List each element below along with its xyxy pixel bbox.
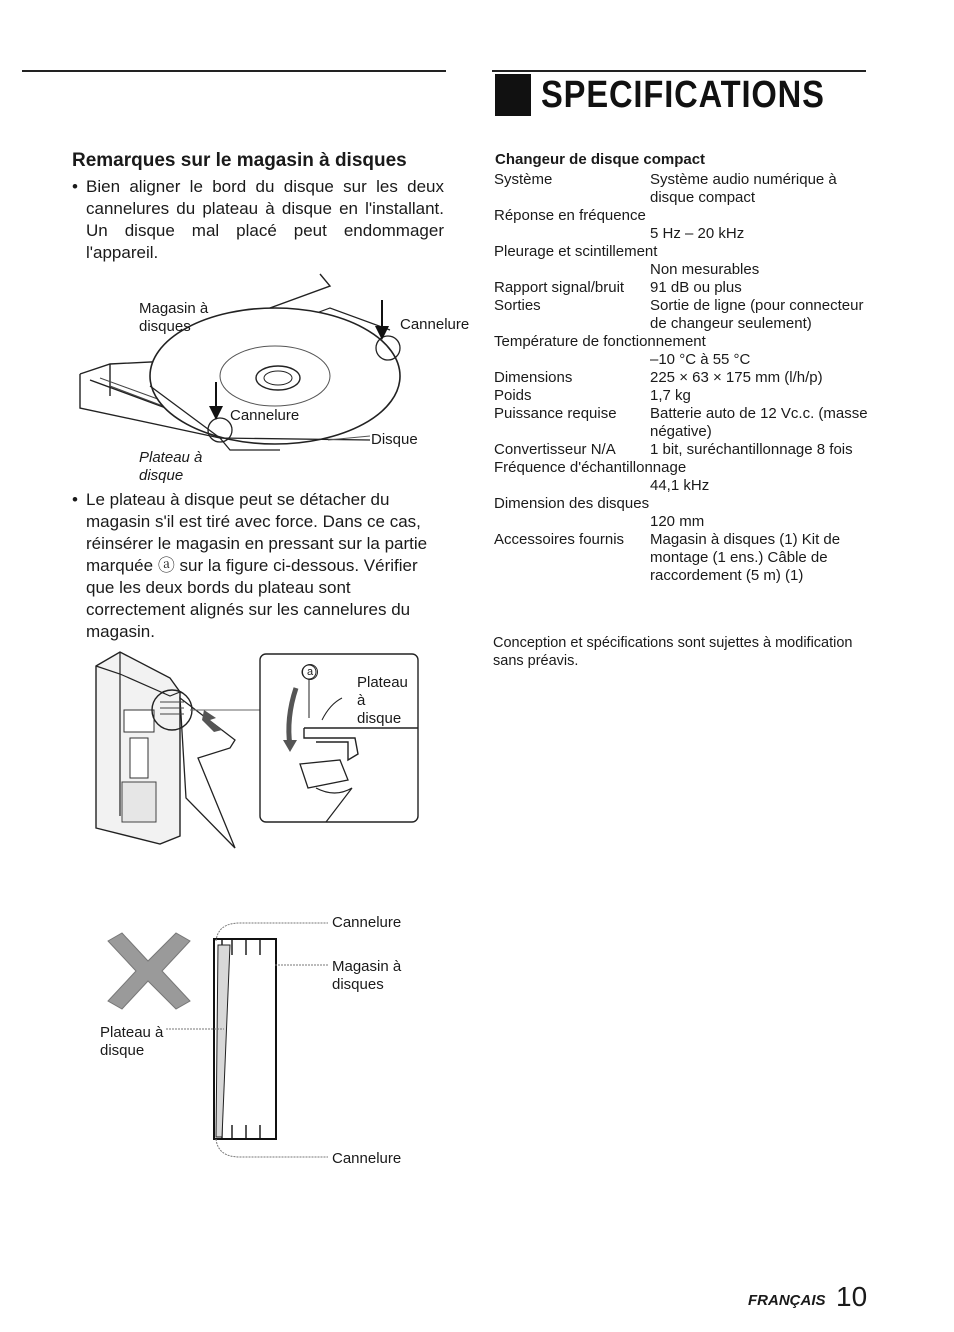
spec-heading: Changeur de disque compact bbox=[495, 151, 706, 168]
section-marker-block bbox=[495, 74, 531, 116]
spec-value: Batterie auto de 12 Vc.c. (masse négative) bbox=[650, 405, 868, 440]
fig3-label-plateau: Plateau à disque bbox=[100, 1024, 164, 1059]
spec-row bbox=[494, 387, 870, 405]
fig1-label-disque: Disque bbox=[371, 431, 418, 448]
spec-value: 5 Hz – 20 kHz bbox=[650, 225, 745, 242]
spec-table bbox=[494, 171, 870, 585]
fig1-label-magasin: Magasin à disques bbox=[139, 300, 209, 335]
spec-row bbox=[494, 297, 870, 333]
spec-row bbox=[494, 207, 870, 243]
spec-value: 44,1 kHz bbox=[650, 477, 710, 494]
note-bullet-1-text: Bien aligner le bord du disque sur les deux cannelures du plateau à disque en l'installant. Un disque mal placé peut endommager l'appareil. bbox=[86, 177, 444, 262]
spec-value: –10 °C à 55 °C bbox=[650, 351, 751, 368]
bullet-mark: • bbox=[72, 177, 78, 196]
spec-key: Système bbox=[494, 171, 553, 188]
spec-row bbox=[494, 279, 870, 297]
spec-key: Poids bbox=[494, 387, 532, 404]
fig1-label-cannelure-top: Cannelure bbox=[400, 316, 470, 333]
spec-value: Système audio numérique à disque compact bbox=[650, 171, 837, 206]
note-bullet-2-text: Le plateau à disque peut se détacher du magasin s'il est tiré avec force. Dans ce cas, réinsérer le magasin en pressant sur la partie marquée ⓐ sur la figure ci-dessous. Vérifier que les deux bords du plateau sont correctement alignés sur les cannelures du magasin. bbox=[86, 490, 428, 641]
page-title: SPECIFICATIONS bbox=[541, 74, 825, 116]
spec-row bbox=[494, 405, 870, 441]
spec-key: Fréquence d'échantillonnage bbox=[494, 459, 687, 476]
spec-row bbox=[494, 459, 870, 495]
fig3-label-cannelure-top: Cannelure bbox=[332, 914, 402, 931]
fig3-label-magasin: Magasin à disques bbox=[332, 958, 402, 993]
fig1-label-cannelure-mid: Cannelure bbox=[230, 407, 300, 424]
spec-key: Dimensions bbox=[494, 369, 573, 386]
spec-value: 120 mm bbox=[650, 513, 705, 530]
note-bullet-2 bbox=[72, 489, 444, 643]
spec-value: 1,7 kg bbox=[650, 387, 691, 404]
spec-key: Accessoires fournis bbox=[494, 531, 625, 548]
page-number: 10 bbox=[836, 1281, 868, 1312]
spec-value: 1 bit, suréchantillonnage 8 fois bbox=[650, 441, 853, 458]
notes-title: Remarques sur le magasin à disques bbox=[72, 150, 407, 171]
fig3-label-cannelure-bottom: Cannelure bbox=[332, 1150, 402, 1167]
spec-key: Convertisseur N/A bbox=[494, 441, 616, 458]
fig2-marker-a: a bbox=[302, 664, 318, 680]
spec-value: Non mesurables bbox=[650, 261, 760, 278]
bullet-mark: • bbox=[72, 490, 78, 509]
spec-value: 225 × 63 × 175 mm (l/h/p) bbox=[650, 369, 823, 386]
spec-value: Magasin à disques (1) Kit de montage (1 ens.) Câble de raccordement (5 m) (1) bbox=[650, 531, 841, 584]
note-bullet-1 bbox=[72, 176, 444, 264]
spec-value: Sortie de ligne (pour connecteur de changeur seulement) bbox=[650, 297, 864, 332]
figure-magazine-disc bbox=[70, 268, 430, 488]
spec-row bbox=[494, 495, 870, 531]
spec-key: Réponse en fréquence bbox=[494, 207, 646, 224]
spec-row bbox=[494, 171, 870, 207]
spec-key: Dimension des disques bbox=[494, 495, 650, 512]
header-rule-left bbox=[22, 70, 446, 72]
spec-row bbox=[494, 369, 870, 387]
fig1-label-plateau: Plateau à disque bbox=[139, 449, 203, 484]
spec-value: 91 dB ou plus bbox=[650, 279, 742, 296]
spec-note: Conception et spécifications sont sujettes à modification sans préavis. bbox=[493, 635, 853, 669]
spec-key: Sorties bbox=[494, 297, 541, 314]
spec-row bbox=[494, 243, 870, 279]
fig2-label-plateau: Plateau à disque bbox=[357, 674, 408, 727]
spec-key: Puissance requise bbox=[494, 405, 617, 422]
spec-key: Rapport signal/bruit bbox=[494, 279, 625, 296]
spec-row bbox=[494, 333, 870, 369]
spec-row bbox=[494, 441, 870, 459]
spec-key: Pleurage et scintillement bbox=[494, 243, 658, 260]
spec-key: Température de fonctionnement bbox=[494, 333, 706, 350]
footer-language: FRANÇAIS bbox=[748, 1292, 826, 1309]
spec-row bbox=[494, 531, 870, 585]
